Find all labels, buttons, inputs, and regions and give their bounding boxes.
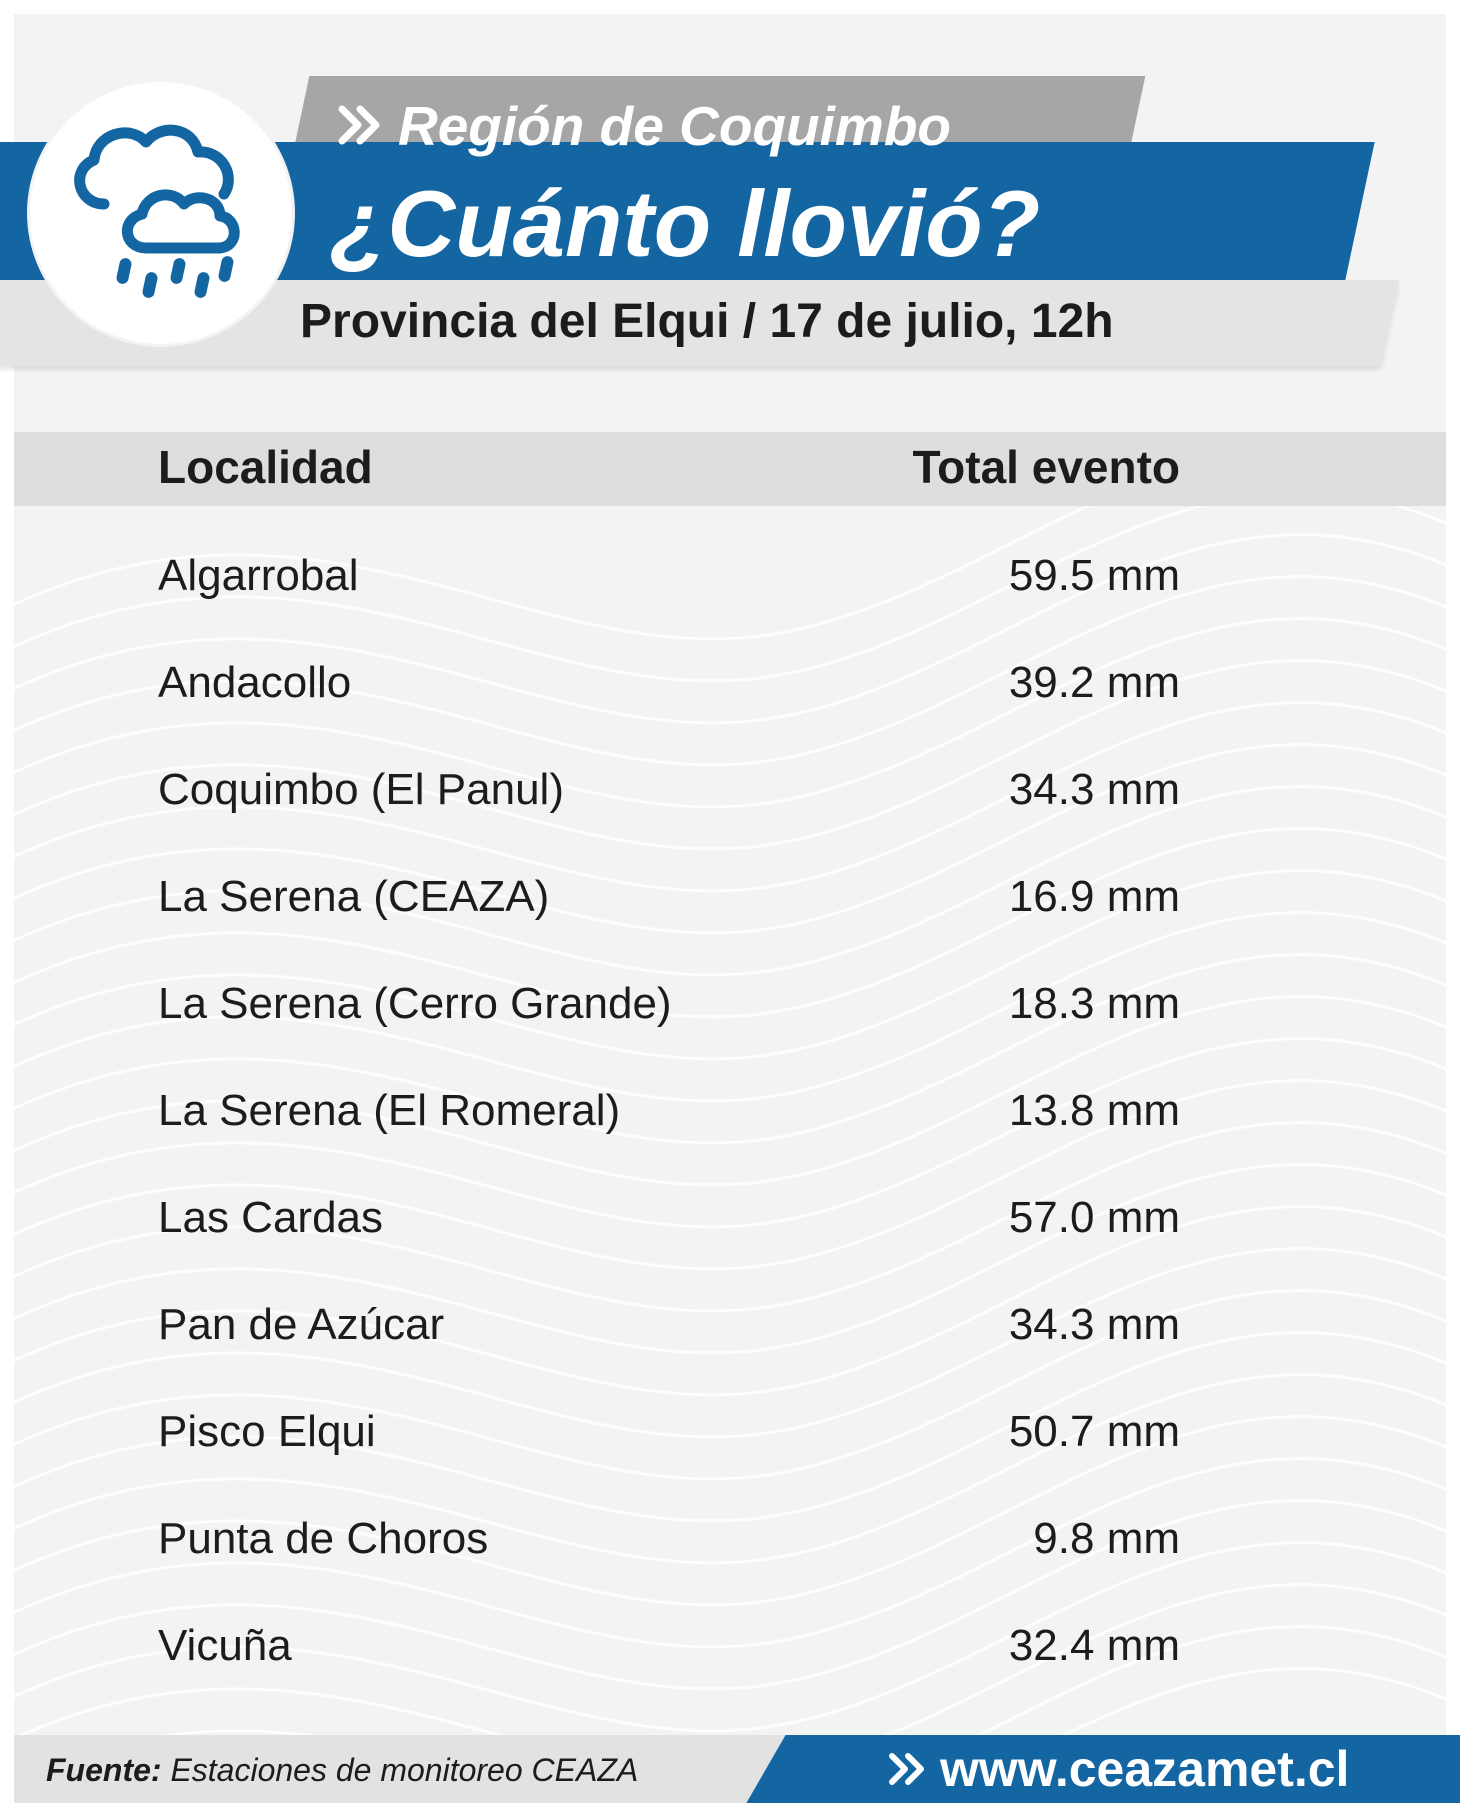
row-total: 9.8 mm	[1033, 1514, 1180, 1563]
double-chevron-right-icon	[338, 94, 384, 158]
page-subtitle: Provincia del Elqui / 17 de julio, 12h	[300, 295, 1114, 348]
icon-badge	[30, 82, 292, 344]
row-total: 50.7 mm	[1008, 1407, 1180, 1456]
row-total: 39.2 mm	[1008, 658, 1180, 707]
table-row	[0, 842, 1460, 949]
row-total: 34.3 mm	[1008, 1300, 1180, 1349]
row-locality: Pan de Azúcar	[158, 1300, 445, 1349]
table-row	[0, 1056, 1460, 1163]
source-note	[46, 1752, 638, 1789]
column-header-total: Total evento	[912, 441, 1180, 493]
table-row	[0, 521, 1460, 628]
row-locality: Algarrobal	[158, 551, 359, 600]
table-body	[0, 521, 1460, 1698]
row-locality: Pisco Elqui	[158, 1407, 376, 1456]
row-locality: Punta de Choros	[158, 1514, 489, 1563]
row-locality: La Serena (Cerro Grande)	[158, 979, 672, 1028]
row-total: 59.5 mm	[1008, 551, 1180, 600]
row-total: 18.3 mm	[1008, 979, 1180, 1028]
table-row	[0, 1163, 1460, 1270]
table-row	[0, 1377, 1460, 1484]
table-row	[0, 1270, 1460, 1377]
rain-cloud-icon	[60, 112, 262, 314]
table-row	[0, 949, 1460, 1056]
region-label: Región de Coquimbo	[398, 95, 952, 157]
double-chevron-right-icon	[888, 1740, 928, 1798]
row-total: 32.4 mm	[1008, 1621, 1180, 1670]
row-locality: La Serena (El Romeral)	[158, 1086, 621, 1135]
row-total: 34.3 mm	[1008, 765, 1180, 814]
region-heading	[338, 94, 951, 158]
source-text: Estaciones de monitoreo CEAZA	[170, 1752, 639, 1788]
row-total: 16.9 mm	[1008, 872, 1180, 921]
row-locality: Coquimbo (El Panul)	[158, 765, 564, 814]
column-header-localidad: Localidad	[158, 441, 373, 493]
website-link[interactable]	[888, 1740, 1349, 1798]
row-total: 57.0 mm	[1008, 1193, 1180, 1242]
page-title: ¿Cuánto llovió?	[330, 171, 1041, 276]
row-locality: Las Cardas	[158, 1193, 384, 1242]
website-url[interactable]: www.ceazamet.cl	[940, 1741, 1350, 1797]
row-locality: Andacollo	[158, 658, 352, 707]
row-total: 13.8 mm	[1008, 1086, 1180, 1135]
table-row	[0, 1591, 1460, 1698]
table-row	[0, 628, 1460, 735]
source-label: Fuente:	[46, 1752, 162, 1788]
table-row	[0, 1484, 1460, 1591]
table-row	[0, 735, 1460, 842]
row-locality: La Serena (CEAZA)	[158, 872, 550, 921]
row-locality: Vicuña	[158, 1621, 292, 1670]
